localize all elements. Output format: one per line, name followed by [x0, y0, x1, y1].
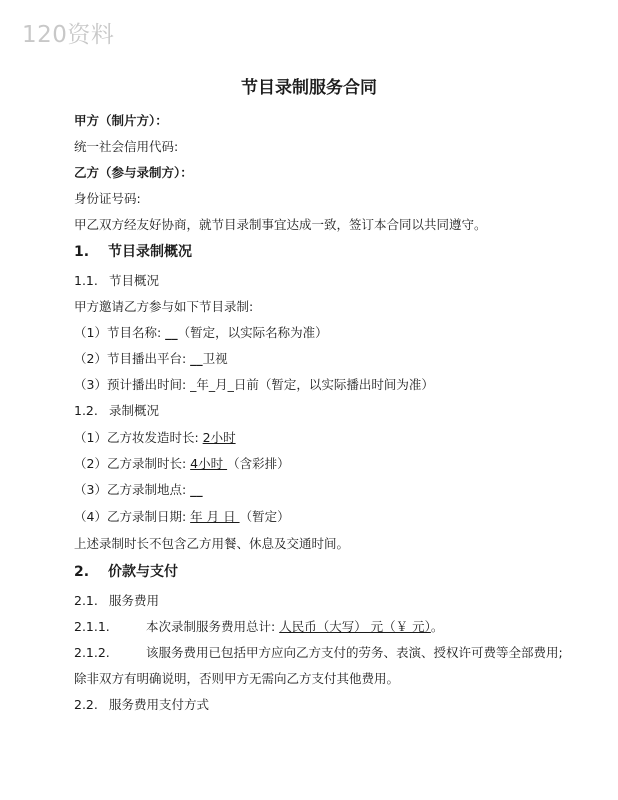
clause-end: 。 — [430, 619, 444, 634]
subsection-title: 录制概况 — [109, 403, 160, 418]
item-blank: __ — [165, 325, 178, 340]
subsection-2-2 — [74, 697, 209, 713]
item-value: 年 月 日 — [190, 509, 240, 524]
item-label: （3）乙方录制地点: — [74, 482, 191, 497]
item-note: （暂定） — [239, 509, 290, 524]
item-value: 4小时 — [190, 456, 228, 471]
note-text: 上述录制时长不包含乙方用餐、休息及交通时间。 — [74, 536, 350, 551]
list-item — [74, 351, 228, 367]
party-b-label: 乙方（参与录制方）： — [74, 165, 193, 180]
section-number: 1. — [74, 244, 90, 260]
clause-label: 本次录制服务费用总计: — [146, 619, 280, 634]
list-item — [74, 430, 236, 446]
credit-code-label: 统一社会信用代码: — [74, 139, 179, 154]
item-note: 卫视 — [202, 351, 228, 366]
subsection-title: 服务费用 — [109, 593, 160, 608]
subsection-1-2 — [74, 403, 159, 419]
clause-2-1-2 — [74, 645, 563, 661]
item-label: （2）乙方录制时长: — [74, 456, 191, 471]
item-blank: __ — [190, 351, 203, 366]
subsection-number: 2.2. — [74, 697, 98, 712]
list-item — [74, 456, 290, 472]
subsection-number: 1.2. — [74, 403, 98, 418]
item-note: （暂定，以实际播出时间为准） — [258, 377, 434, 392]
id-number-label: 身份证号码: — [74, 191, 141, 206]
clause-2-1-2-continued: 除非双方有明确说明，否则甲方无需向乙方支付其他费用。 — [74, 671, 400, 686]
subsection-1-1 — [74, 273, 159, 289]
subsection-title: 服务费用支付方式 — [109, 697, 210, 712]
item-label: （4）乙方录制日期: — [74, 509, 191, 524]
section-title: 价款与支付 — [108, 564, 178, 580]
fee-amount: 人民币（大写） 元（￥ 元） — [279, 619, 431, 634]
document-title: 节目录制服务合同 — [241, 78, 377, 98]
list-item — [74, 482, 203, 498]
watermark: 120资料 — [22, 22, 115, 48]
subsection-2-1 — [74, 593, 159, 609]
intro-paragraph: 甲乙双方经友好协商，就节目录制事宜达成一致，签订本合同以共同遵守。 — [74, 217, 487, 232]
subsection-title: 节目概况 — [109, 273, 160, 288]
invite-text: 甲方邀请乙方参与如下节目录制: — [74, 299, 254, 314]
clause-number: 2.1.1. — [74, 619, 110, 634]
clause-number: 2.1.2. — [74, 645, 110, 660]
list-item — [74, 377, 434, 393]
section-2-heading — [74, 564, 178, 580]
subsection-number: 2.1. — [74, 593, 98, 608]
item-blank: _年_月_日前 — [190, 377, 259, 392]
section-1-heading — [74, 244, 192, 260]
item-label: （2）节目播出平台: — [74, 351, 191, 366]
party-a-label: 甲方（制片方）： — [74, 113, 168, 128]
item-label: （1）节目名称: — [74, 325, 166, 340]
section-title: 节目录制概况 — [108, 244, 192, 260]
item-label: （3）预计播出时间: — [74, 377, 191, 392]
clause-text: 该服务费用已包括甲方应向乙方支付的劳务、表演、授权许可费等全部费用; — [146, 645, 563, 660]
clause-2-1-1 — [74, 619, 443, 635]
item-note: （暂定，以实际名称为准） — [177, 325, 328, 340]
item-label: （1）乙方妆发造时长: — [74, 430, 203, 445]
list-item — [74, 509, 290, 525]
list-item — [74, 325, 328, 341]
subsection-number: 1.1. — [74, 273, 98, 288]
item-value: 2小时 — [202, 430, 236, 445]
item-note: （含彩排） — [227, 456, 290, 471]
section-number: 2. — [74, 564, 90, 580]
item-value: __ — [190, 482, 203, 497]
